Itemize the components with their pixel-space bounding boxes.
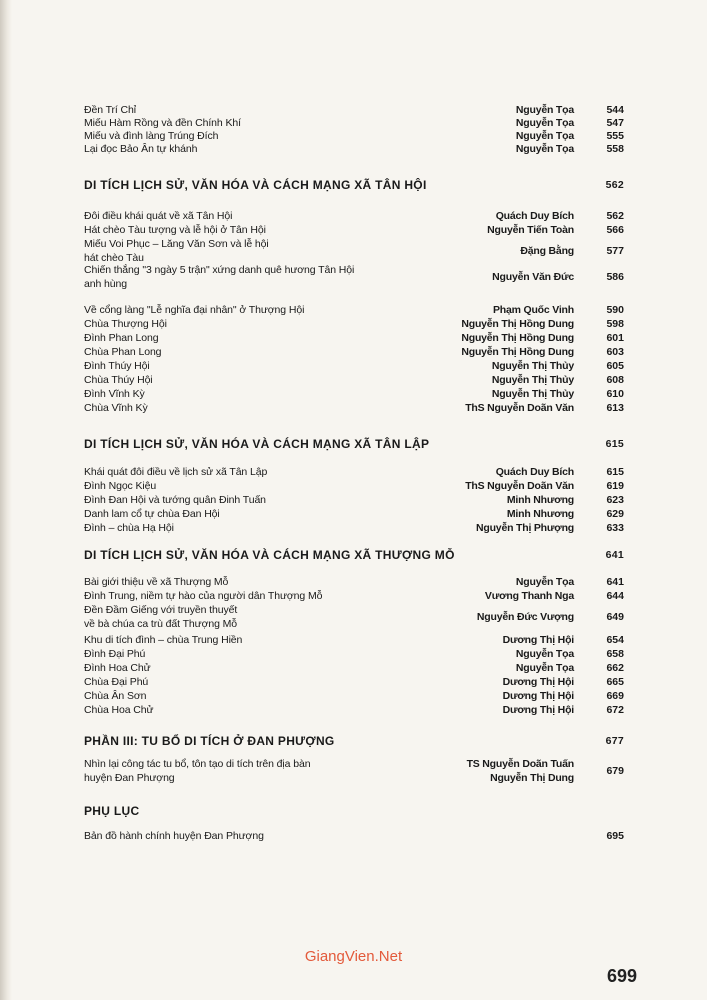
toc-entry: [84, 522, 624, 534]
entry-author: Nguyễn Tọa: [515, 648, 574, 660]
entry-author: TS Nguyễn Doãn Tuấn: [466, 758, 574, 770]
entry-author: Đặng Bằng: [520, 245, 574, 257]
entry-title: Khái quát đôi điều về lịch sử xã Tân Lập: [84, 466, 268, 478]
toc-entry: [84, 676, 624, 688]
entry-author: ThS Nguyễn Doãn Văn: [465, 402, 574, 414]
entry-author: Dương Thị Hội: [502, 634, 574, 646]
entry-title: Danh lam cổ tự chùa Đan Hội: [84, 508, 220, 520]
watermark: GiangVien.Net: [304, 948, 403, 965]
entry-page: 641: [606, 576, 624, 588]
entry-title: Bản đồ hành chính huyện Đan Phượng: [84, 830, 264, 842]
entry-page: 544: [606, 104, 624, 116]
toc-entry: [84, 238, 624, 264]
entry-title: Đình Thúy Hội: [84, 360, 150, 372]
entry-title: Chùa Ân Sơn: [84, 690, 147, 702]
entry-author: Nguyễn Tiến Toàn: [487, 224, 574, 236]
entry-title: Miếu và đình làng Trúng Đích: [84, 130, 219, 142]
entry-author: Nguyễn Thị Thủy: [491, 360, 574, 372]
toc-entry: [84, 480, 624, 492]
entry-page: 610: [606, 388, 624, 400]
entry-title: Hát chèo Tàu tượng và lễ hội ở Tân Hội: [84, 224, 266, 236]
entry-author: Phạm Quốc Vinh: [492, 304, 574, 316]
entry-author: Dương Thị Hội: [502, 690, 574, 702]
entry-title: Đền Đầm Giếng với truyền thuyết: [84, 604, 238, 616]
entry-title: Chiến thắng "3 ngày 5 trận" xứng danh quê hương Tân Hội: [84, 264, 355, 276]
entry-author: Nguyễn Tọa: [515, 662, 574, 674]
entry-title: Lại đọc Bảo Ân tự khánh: [84, 143, 198, 155]
entry-page: 547: [606, 117, 624, 129]
toc-entry: [84, 690, 624, 702]
entry-author: Nguyễn Thị Phượng: [476, 522, 574, 534]
entry-title-continued: huyện Đan Phượng: [84, 772, 175, 784]
entry-title: Chùa Thượng Hội: [84, 318, 167, 330]
entry-title: Miếu Hàm Rồng và đền Chính Khí: [84, 117, 241, 129]
entry-page: 577: [606, 245, 624, 257]
entry-page: 562: [606, 210, 624, 222]
section-heading-title: DI TÍCH LỊCH SỬ, VĂN HÓA VÀ CÁCH MẠNG XÃ TÂN HỘI: [84, 178, 427, 192]
entry-page: 608: [606, 374, 624, 386]
entry-author: Nguyễn Thị Hồng Dung: [461, 346, 574, 358]
entry-title: Đình Đan Hội và tướng quân Đinh Tuấn: [84, 494, 266, 506]
entry-author: Vương Thanh Nga: [484, 590, 574, 602]
entry-page: 615: [606, 466, 624, 478]
toc-entry: [84, 830, 624, 842]
toc-entry: [84, 210, 624, 222]
entry-page: 605: [606, 360, 624, 372]
entry-author: Minh Nhương: [506, 494, 574, 506]
section-heading-title: PHỤ LỤC: [84, 804, 140, 818]
entry-title: Đình Trung, niềm tự hào của người dân Thượng Mỗ: [84, 590, 323, 602]
page-number: 699: [606, 966, 637, 986]
toc-entry: [84, 332, 624, 344]
entry-page: 672: [606, 704, 624, 716]
section-heading-page: 615: [605, 438, 624, 450]
entry-author: ThS Nguyễn Doãn Văn: [465, 480, 574, 492]
toc-entry: [84, 704, 624, 716]
entry-title: Nhìn lại công tác tu bổ, tôn tạo di tích trên địa bàn: [84, 758, 311, 770]
entry-author: Nguyễn Tọa: [515, 104, 574, 116]
entry-author: Quách Duy Bích: [495, 210, 574, 222]
toc-entry: [84, 374, 624, 386]
section-heading-title: DI TÍCH LỊCH SỬ, VĂN HÓA VÀ CÁCH MẠNG XÃ TÂN LẬP: [84, 437, 430, 451]
entry-page: 644: [606, 590, 624, 602]
entry-title: Đôi điều khái quát về xã Tân Hội: [84, 210, 233, 222]
entry-title: Đền Trí Chỉ: [84, 104, 136, 116]
entry-author: Dương Thị Hội: [502, 676, 574, 688]
entry-title: Đình Đại Phú: [84, 648, 146, 660]
entry-page: 603: [606, 346, 624, 358]
entry-title-continued: hát chèo Tàu: [84, 252, 144, 264]
toc-entry: [84, 590, 624, 602]
entry-page: 658: [606, 648, 624, 660]
entry-author: Dương Thị Hội: [502, 704, 574, 716]
entry-title: Miếu Voi Phục – Lăng Văn Sơn và lễ hội: [84, 238, 269, 250]
entry-page: 649: [606, 611, 624, 623]
entry-author: Quách Duy Bích: [495, 466, 574, 478]
toc-entry: [84, 662, 624, 674]
entry-title: Đình – chùa Hạ Hội: [84, 522, 174, 534]
entry-page: 613: [606, 402, 624, 414]
toc-entry: [84, 104, 624, 116]
entry-author: Nguyễn Thị Thủy: [491, 388, 574, 400]
entry-page: 695: [606, 830, 624, 842]
entry-title: Chùa Đại Phú: [84, 676, 149, 688]
toc-entry: [84, 360, 624, 372]
entry-title-continued: về bà chúa ca trù đất Thượng Mỗ: [84, 618, 238, 630]
entry-page: 619: [606, 480, 624, 492]
entry-title: Khu di tích đình – chùa Trung Hiền: [84, 634, 243, 646]
entry-title: Bài giới thiệu về xã Thượng Mỗ: [84, 576, 229, 588]
entry-author: Nguyễn Thị Thủy: [491, 374, 574, 386]
entry-title: Đình Phan Long: [84, 332, 159, 344]
entry-author: Minh Nhương: [506, 508, 574, 520]
toc-entry: [84, 117, 624, 129]
toc-entry: [84, 466, 624, 478]
toc-entry: [84, 130, 624, 142]
entry-author: Nguyễn Tọa: [515, 143, 574, 155]
entry-page: 633: [606, 522, 624, 534]
entry-title: Đình Hoa Chử: [84, 662, 151, 674]
entry-page: 662: [606, 662, 624, 674]
toc-entry: [84, 318, 624, 330]
entry-author: Nguyễn Văn Đức: [492, 271, 574, 283]
entry-author: Nguyễn Tọa: [515, 130, 574, 142]
entry-page: 654: [606, 634, 624, 646]
entry-page: 566: [606, 224, 624, 236]
section-heading-page: 641: [605, 549, 624, 561]
section-heading-title: DI TÍCH LỊCH SỬ, VĂN HÓA VÀ CÁCH MẠNG XÃ THƯỢNG MỖ: [84, 548, 455, 562]
section-heading-page: 562: [605, 179, 624, 191]
entry-page: 669: [606, 690, 624, 702]
toc-entry: [84, 494, 624, 506]
entry-title: Đình Ngọc Kiệu: [84, 480, 157, 492]
section-heading-page: 677: [605, 735, 624, 747]
toc-entry: [84, 576, 624, 588]
entry-title: Chùa Thúy Hội: [84, 374, 153, 386]
toc-entry: [84, 604, 624, 630]
toc-entry: [84, 758, 624, 784]
entry-page: 679: [606, 765, 624, 777]
toc-entry: [84, 402, 624, 414]
toc-entry: [84, 648, 624, 660]
entry-title: Chùa Phan Long: [84, 346, 162, 358]
section-heading-title: PHẦN III: TU BỔ DI TÍCH Ở ĐAN PHƯỢNG: [84, 734, 335, 748]
entry-title-continued: anh hùng: [84, 278, 127, 290]
toc-entry: [84, 143, 624, 155]
entry-author: Nguyễn Thị Hồng Dung: [461, 318, 574, 330]
entry-page: 558: [606, 143, 624, 155]
entry-author: Nguyễn Thị Hồng Dung: [461, 332, 574, 344]
entry-page: 586: [606, 271, 624, 283]
toc-entry: [84, 634, 624, 646]
toc-entry: [84, 388, 624, 400]
entry-page: 601: [606, 332, 624, 344]
entry-author: Nguyễn Tọa: [515, 117, 574, 129]
page-binding-edge: [0, 0, 12, 1000]
entry-page: 623: [606, 494, 624, 506]
toc-entry: [84, 508, 624, 520]
entry-author: Nguyễn Tọa: [515, 576, 574, 588]
toc-entry: [84, 264, 624, 290]
entry-page: 629: [606, 508, 624, 520]
toc-entry: [84, 346, 624, 358]
entry-page: 590: [606, 304, 624, 316]
entry-title: Chùa Vĩnh Kỳ: [84, 402, 148, 414]
toc-entry: [84, 224, 624, 236]
toc-entry: [84, 304, 624, 316]
entry-author: Nguyễn Đức Vượng: [476, 611, 574, 623]
entry-title: Đình Vĩnh Kỳ: [84, 388, 145, 400]
entry-title: Về cổng làng "Lễ nghĩa đại nhân" ở Thượng Hội: [84, 304, 305, 316]
entry-title: Chùa Hoa Chử: [84, 704, 154, 716]
entry-page: 598: [606, 318, 624, 330]
entry-page: 555: [606, 130, 624, 142]
entry-page: 665: [606, 676, 624, 688]
entry-author-second: Nguyễn Thị Dung: [490, 772, 574, 784]
